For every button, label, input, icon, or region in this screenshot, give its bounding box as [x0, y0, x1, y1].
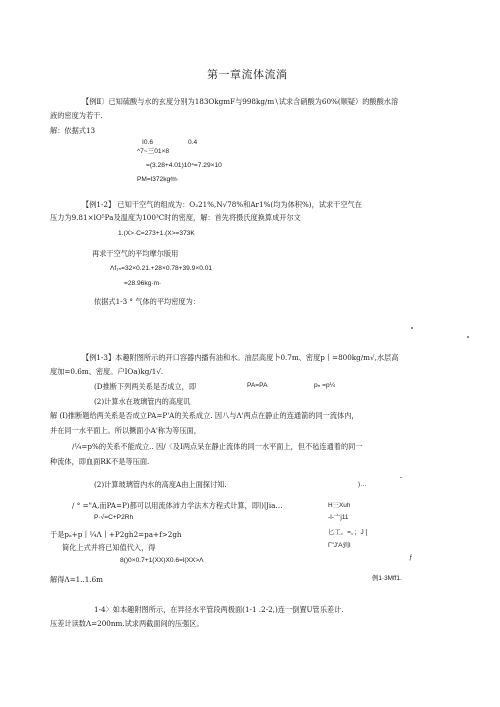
figure-mark-a: )… — [358, 481, 367, 488]
page-title: 第一章流体流淌 — [207, 68, 288, 81]
scan-speck — [411, 327, 413, 329]
solution-line3: ∕¼=p%的关系不能成立.. 因/〈及I两点呆在静止流体的同一水平面上，但不毡连通着的同一 — [72, 442, 363, 451]
equation-combined: 于是pₐ+p丨¼Λ丨+P2gh2=pa+f>2gh — [50, 530, 182, 539]
result-h: 解得Λ=1..1.6m — [50, 575, 103, 584]
figure-label-5: ƒ — [409, 554, 413, 561]
scan-speck — [467, 336, 469, 338]
formula-numerator-b: 0.4 — [188, 139, 198, 146]
figure-label-1: H三Xuh — [328, 502, 351, 509]
figure-label-2: -I-亠j11 — [328, 514, 349, 521]
molar-mass-intro: 再求干空气的平均摩尔版用 — [92, 249, 179, 258]
figure-label-4: Γ"J'A到I — [328, 542, 351, 549]
molar-mass-formula: Λf₁ₙ=32×0.21.+28×0.78+39.9×0.01 — [110, 265, 213, 272]
example-1-4-line1: 1-4〉如本趣附图所示，在异径水平管段两极面(1-1 .2-2,)连一倒置U管乐差计. — [94, 605, 344, 614]
example-1-2-line1: 【例1-2】 已知干空气的组成为：O₂21%,N√78%和Ar1%(均为体积%)，试求干空气在 — [82, 200, 362, 209]
relation-b: pₙ =p¼ — [314, 382, 336, 389]
kelvin-conversion: 1.(X>·C=273+1.(X>=373K — [118, 230, 195, 237]
equation-pa: P·√=C+P2Rh — [94, 514, 134, 521]
simplify-statement: 简化上式并将已知值代入，得 — [62, 543, 156, 552]
formula-line2: ^7~三01×8 — [137, 148, 170, 155]
solution-line4: 种流体，即血面RK不是等压面. — [50, 457, 150, 466]
example-1-2-line2: 压力为9.81×lO⁵Pa及温度为100³C时的密度，解：首先将摄氏度换算成开尔文 — [50, 213, 301, 222]
solution-part2: (2)计算玻璃管内水的高度A由上面探讨知. — [94, 480, 227, 489]
question-2: (2)计算水在玻璃管内的高度讥 — [94, 397, 191, 406]
figure-caption: 例1·3Mff1. — [372, 575, 402, 582]
example-1-1-line1: 【例Ⅱ〕已知硫酸与水的玄度分别为183OkgmF与998kg∕m∖试求含硝酸为60%(顺疑）的酸酸水溶 — [82, 97, 399, 106]
hydrostatic-statement: / ° ="A,而PA=P)都可以用流体沛力学法木方程式计算，即∣)∣Jia… — [72, 501, 283, 510]
figure-mark-b: ˆ — [400, 477, 403, 484]
example-1-3-line1: 【例1-3】本趣附图所示的开口容器内播有油和水。油层高度卜0.7m、密度p丨=800kg∕m√,水层高 — [82, 353, 399, 362]
example-1-4-line2: 压差计读数Λ=200nm.试求两截面间的压强区。 — [50, 619, 204, 628]
formula-numerator-a: I0.6 — [142, 139, 153, 146]
numeric-equation: 8()0×0.7+1(XX)X0.6=l(XX>Λ — [120, 557, 204, 564]
molar-mass-result: =28.96kg·m· — [124, 280, 162, 287]
relation-a: PA=PA — [247, 382, 268, 389]
formula-result: PM=l372kg∕m· — [137, 176, 179, 183]
solution-line1: 解 (I)推断题给两关系是否成立PA=P'A的关系成立. 因八与Λ'两点在静止的连通箭的同一流体内， — [50, 411, 359, 420]
question-1: (D推断下列两关系是否成立，即 — [94, 382, 197, 391]
figure-label-3: 匕工。=。；J [ — [328, 529, 368, 536]
formula-line3: =(3.28+4.01)10⁴=7.29×10 — [146, 162, 222, 169]
example-1-3-line2: 度加=0.6m、密度。户IOa)kg∕1√. — [50, 367, 164, 376]
solution-line2: 并在同一水平面上。所以撅面小A'称为等压面， — [50, 426, 201, 435]
density-intro: 依据式1-3 ° 气体的平均密度为： — [94, 297, 200, 306]
example-1-1-line2: 液的密度为若干. — [50, 111, 103, 120]
solution-label: 解：依据式13 — [50, 126, 96, 135]
